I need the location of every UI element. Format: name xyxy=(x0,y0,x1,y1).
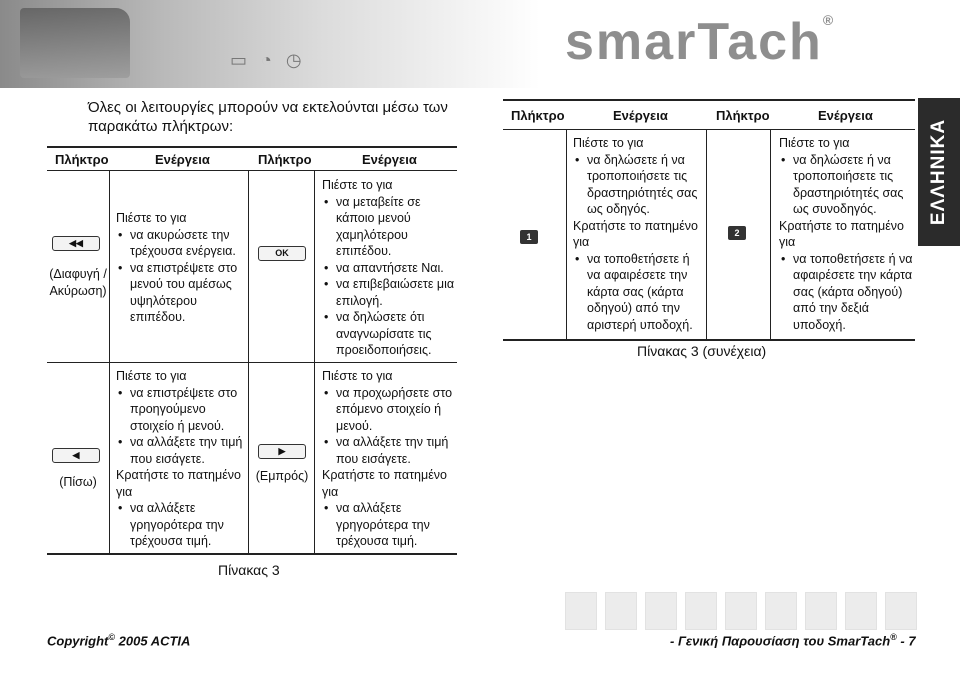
ok-action-intro: Πιέστε το για xyxy=(322,178,393,192)
driver1-action-bullet: • να δηλώσετε ή να τροποποιήσετε τις δραστηριότητές σας ως οδηγός. xyxy=(587,152,705,218)
th-action-1: Ενέργεια xyxy=(155,152,210,167)
table-right-header-rule xyxy=(503,129,915,130)
forward-action-bullet: • να προχωρήσετε στο επόμενο στοιχείο ή μενού. xyxy=(336,385,457,435)
forward-action xyxy=(322,368,457,550)
footer-page-prefix: - Γενική Παρουσίαση του SmarTach xyxy=(670,633,891,649)
right-col-divider-3 xyxy=(770,129,771,339)
right-col-divider-1 xyxy=(566,129,567,339)
table-top-rule xyxy=(47,146,457,148)
th-key-2: Πλήκτρο xyxy=(258,152,312,167)
driver1-action-bullet: • να τοποθετήσετε ή να αφαιρέσετε την κάρτα σας (κάρτα οδηγού) από την αριστερή υποδοχή. xyxy=(587,251,705,334)
th-action-2: Ενέργεια xyxy=(362,152,417,167)
th-right-key-1: Πλήκτρο xyxy=(511,108,565,123)
th-right-action-2: Ενέργεια xyxy=(818,108,873,123)
escape-key-label: (Διαφυγή / Ακύρωση) xyxy=(49,267,107,298)
driver2-action-bullet: • να δηλώσετε ή να τροποποιήσετε τις δραστηριότητές σας ως συνοδηγός. xyxy=(793,152,914,218)
driver2-action xyxy=(779,135,914,333)
forward-action-hold: Κρατήστε το πατημένο για xyxy=(322,468,447,499)
escape-action-bullet: • να επιστρέψετε στο μενού του αμέσως υψηλότερου επιπέδου. xyxy=(130,260,246,326)
truck-image xyxy=(20,8,130,78)
forward-action-bullet: • να αλλάξετε την τιμή που εισάγετε. xyxy=(336,434,457,467)
driver1-key-icon: 1 xyxy=(520,230,538,244)
escape-key-icon: ◀◀ xyxy=(52,236,100,251)
driver1-action-hold: Κρατήστε το πατημένο για xyxy=(573,218,698,249)
escape-action-bullet: • να ακυρώσετε την τρέχουσα ενέργεια. xyxy=(130,227,246,260)
table-bottom-rule xyxy=(47,553,457,555)
row-divider xyxy=(47,362,457,363)
logo-text: smarTach xyxy=(565,13,823,71)
table-right-caption: Πίνακας 3 (συνέχεια) xyxy=(637,343,767,359)
ok-action-bullet: • να μεταβείτε σε κάποιο μενού χαμηλότερου επιπέδου. xyxy=(336,194,457,260)
language-tab xyxy=(918,98,960,246)
forward-key-label: (Εμπρός) xyxy=(255,469,309,483)
logo-registered-mark: ® xyxy=(822,12,836,28)
back-action-hold: Κρατήστε το πατημένο για xyxy=(116,468,241,499)
smartach-logo xyxy=(565,12,835,72)
driver2-action-bullet: • να τοποθετήσετε ή να αφαιρέσετε την κάρτα σας (κάρτα οδηγού) από την δεξιά υποδοχή. xyxy=(793,251,914,334)
driver2-key-icon: 2 xyxy=(728,226,746,240)
escape-action xyxy=(116,210,246,326)
ok-action xyxy=(322,177,457,359)
escape-action-intro: Πιέστε το για xyxy=(116,211,187,225)
table-caption: Πίνακας 3 xyxy=(218,562,280,578)
back-action-bullet: • να επιστρέψετε στο προηγούμενο στοιχείο ή μενού. xyxy=(130,385,246,435)
forward-key-icon: ▶ xyxy=(258,444,306,459)
footer-copyright xyxy=(47,632,190,648)
footer-copyright-prefix: Copyright xyxy=(47,633,109,649)
back-key-icon: ◀ xyxy=(52,448,100,463)
back-action-bullet: • να αλλάξετε γρηγορότερα την τρέχουσα τιμή. xyxy=(130,500,246,550)
intro-text: Όλες οι λειτουργίες μπορούν να εκτελούνται μέσω των παρακάτω πλήκτρων: xyxy=(88,99,448,135)
th-right-action-1: Ενέργεια xyxy=(613,108,668,123)
driver2-action-intro: Πιέστε το για xyxy=(779,136,850,150)
footer-page-info xyxy=(670,632,916,648)
ok-key-icon: OK xyxy=(258,246,306,261)
back-action-intro: Πιέστε το για xyxy=(116,369,187,383)
ok-action-bullet: • να επιβεβαιώσετε μια επιλογή. xyxy=(336,276,457,309)
driver2-action-hold: Κρατήστε το πατημένο για xyxy=(779,218,904,249)
forward-action-intro: Πιέστε το για xyxy=(322,369,393,383)
back-key-label: (Πίσω) xyxy=(59,475,97,489)
th-key-1: Πλήκτρο xyxy=(55,152,109,167)
ok-action-bullet: • να δηλώσετε ότι αναγνωρίσατε τις προειδοποιήσεις. xyxy=(336,309,457,359)
copyright-mark: © xyxy=(108,632,116,642)
footer-page-number: - 7 xyxy=(900,633,916,649)
right-col-divider-2 xyxy=(706,129,707,339)
table-right-bottom-rule xyxy=(503,339,915,341)
driver1-action-intro: Πιέστε το για xyxy=(573,136,644,150)
footer-copyright-suffix: 2005 ACTIA xyxy=(118,633,191,649)
registered-mark: ® xyxy=(890,632,897,642)
language-tab-label: ΕΛΛΗΝΙΚΑ xyxy=(928,118,949,226)
back-action-bullet: • να αλλάξετε την τιμή που εισάγετε. xyxy=(130,434,246,467)
forward-action-bullet: • να αλλάξετε γρηγορότερα την τρέχουσα τιμή. xyxy=(336,500,457,550)
footer-decoration xyxy=(565,592,940,632)
back-action xyxy=(116,368,246,550)
header-photo xyxy=(0,0,540,88)
header-icons: ▭◔◷ xyxy=(230,50,316,70)
th-right-key-2: Πλήκτρο xyxy=(716,108,770,123)
ok-action-bullet: • να απαντήσετε Ναι. xyxy=(336,260,457,277)
driver1-action xyxy=(573,135,705,333)
table-right-top-rule xyxy=(503,99,915,101)
